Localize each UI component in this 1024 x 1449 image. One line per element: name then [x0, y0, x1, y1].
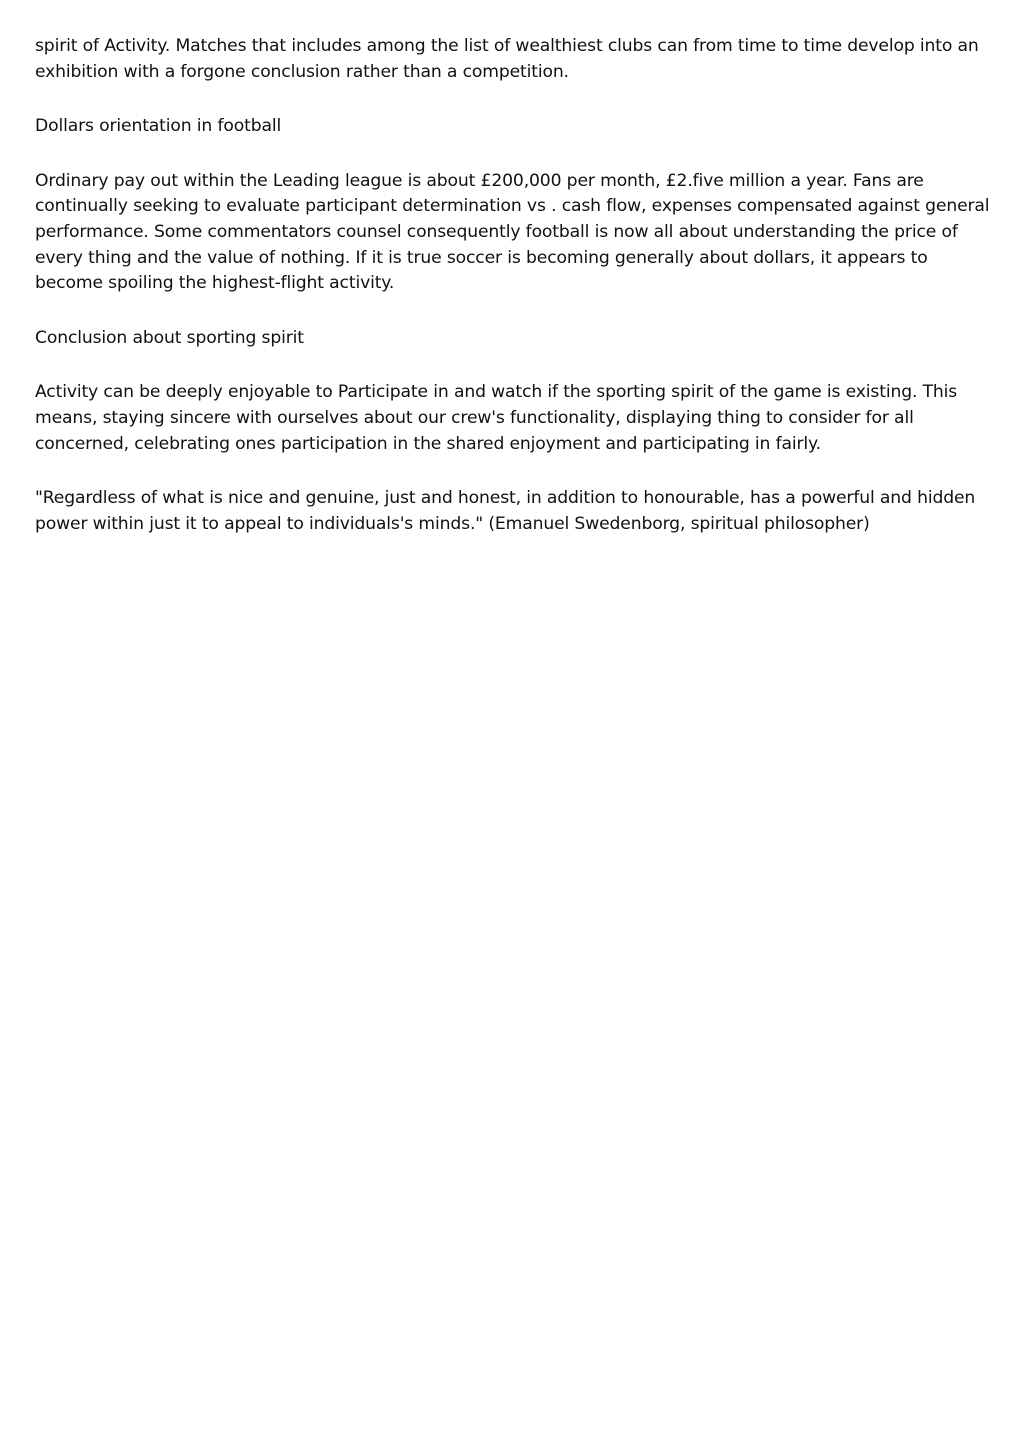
paragraph-quote: "Regardless of what is nice and genuine, just and honest, in addition to honourable, has a powerful and hidden power within just it to appeal to individuals's minds." (Emanuel Swedenborg, spiritual philosopher)	[35, 488, 976, 534]
section-heading-dollars-orientation: Dollars orientation in football	[35, 116, 282, 137]
document-page	[35, 34, 995, 537]
paragraph-intro-continuation: spirit of Activity. Matches that includes among the list of wealthiest clubs can from time to time develop into an exhibition with a forgone conclusion rather than a competition.	[35, 36, 979, 82]
paragraph-league-pay: Ordinary pay out within the Leading league is about £200,000 per month, £2.five million a year. Fans are continually seeking to evaluate participant determination vs . cash flow, expenses compensated against general performance. Some commentators counsel consequently football is now all about understanding the price of every thing and the value of nothing. If it is true soccer is becoming generally about dollars, it appears to become spoiling the highest-flight activity.	[35, 170, 990, 294]
section-heading-conclusion: Conclusion about sporting spirit	[35, 327, 304, 348]
paragraph-sporting-spirit: Activity can be deeply enjoyable to Participate in and watch if the sporting spirit of the game is existing. This means, staying sincere with ourselves about our crew's functionality, displaying thing to consider for all concerned, celebrating ones participation in the shared enjoyment and participating in fairly.	[35, 382, 958, 454]
